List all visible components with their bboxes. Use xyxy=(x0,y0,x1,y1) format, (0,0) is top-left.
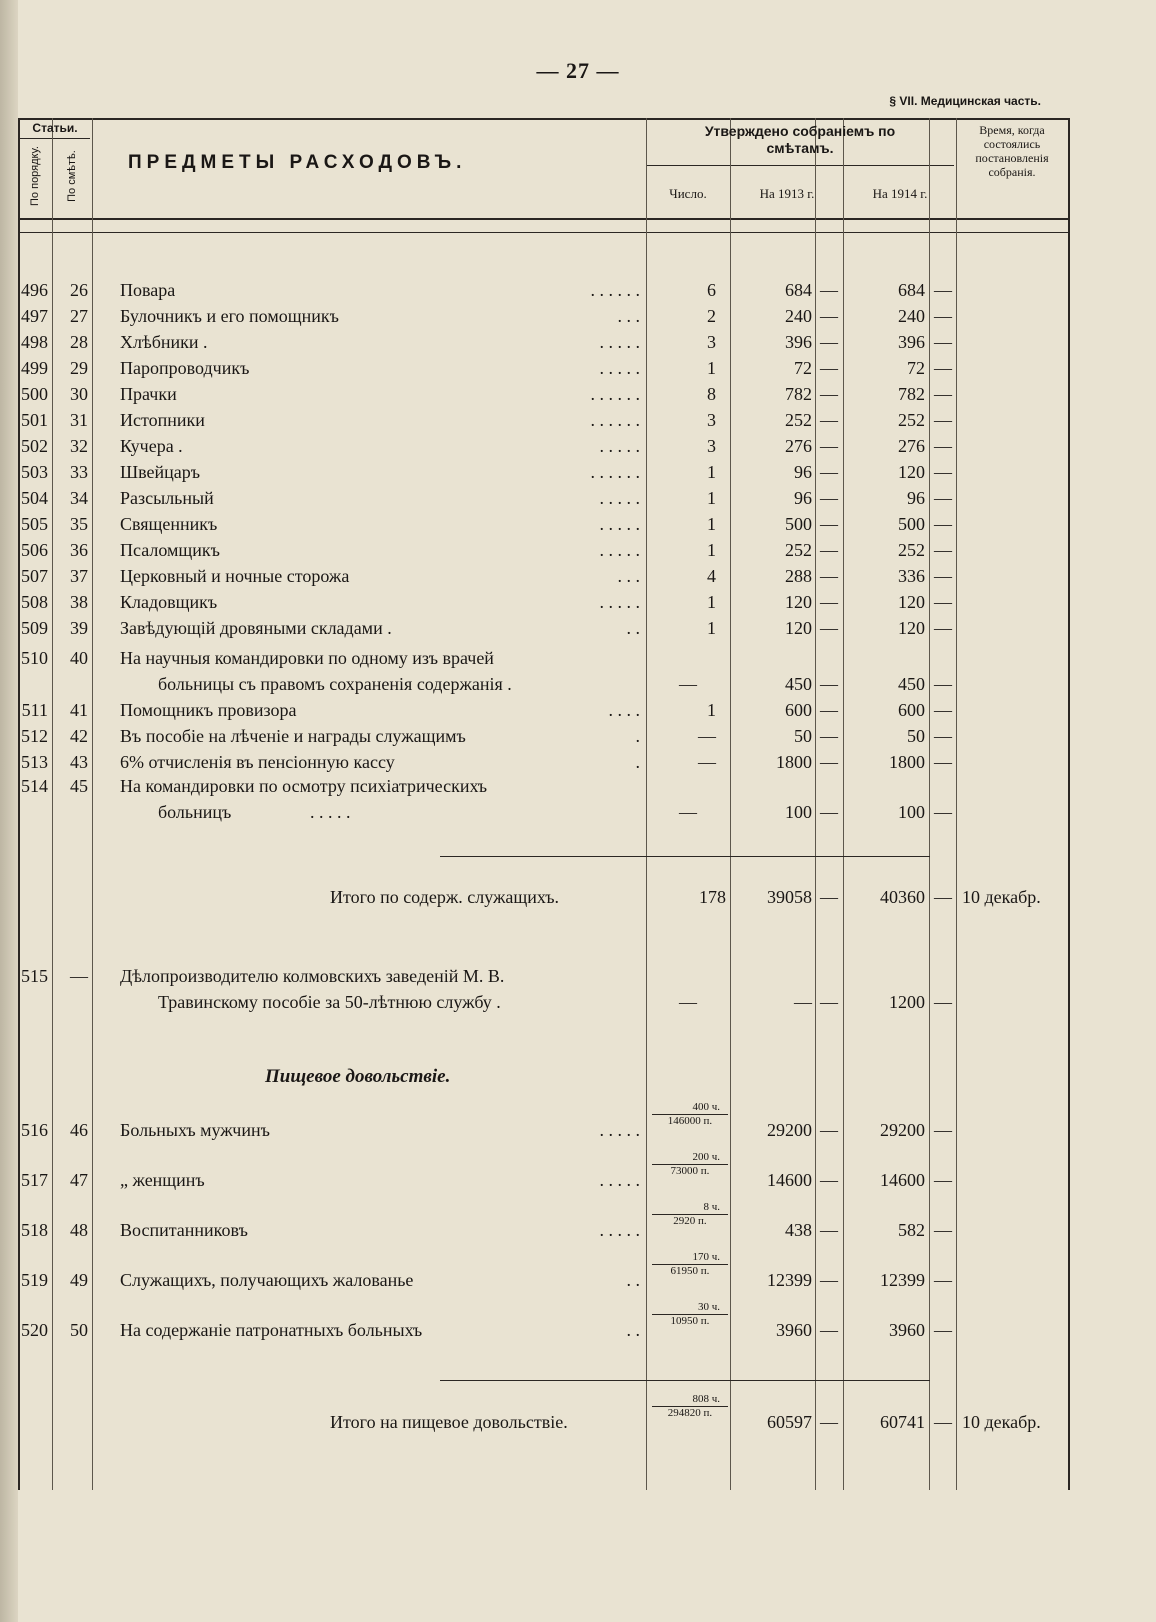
expense-label: 6% отчисленія въ пенсіонную кассу xyxy=(120,752,395,772)
kop-1913: — xyxy=(820,992,838,1012)
col-rule-1 xyxy=(52,118,53,1490)
row-number: 502 xyxy=(21,436,48,456)
expense-label: На научныя командировки по одному изъ врачей xyxy=(120,648,494,668)
resolution-date: 10 декабр. xyxy=(962,887,1041,907)
kop-1913: — xyxy=(820,514,838,534)
amount-1914: 582 xyxy=(898,1220,925,1240)
amount-1913: 14600 xyxy=(767,1170,812,1190)
count-cell: 8 xyxy=(707,384,716,404)
expense-label-cont: Травинскому пособіе за 50-лѣтнюю службу . xyxy=(158,992,501,1012)
row-number: 512 xyxy=(21,726,48,746)
expense-label: Служащихъ, получающихъ жалованье xyxy=(120,1270,414,1290)
expense-label: „ женщинъ xyxy=(120,1170,205,1190)
amount-1914: 3960 xyxy=(889,1320,925,1340)
kop-1913: — xyxy=(820,674,838,694)
table-top-rule xyxy=(18,118,1070,120)
amount-1914: 450 xyxy=(898,674,925,694)
kop-1913: — xyxy=(820,306,838,326)
header-rule-utverzhdeno xyxy=(646,165,954,166)
kop-1914: — xyxy=(934,618,952,638)
col-rule-6 xyxy=(843,118,844,1490)
kop-1914: — xyxy=(934,802,952,822)
amount-1914: 120 xyxy=(898,618,925,638)
row-number: 511 xyxy=(21,700,48,720)
kop-1914: — xyxy=(934,1220,952,1240)
estimate-number: — xyxy=(70,966,88,986)
kop-1914: — xyxy=(934,992,952,1012)
total-label: Итого на пищевое довольствіе. xyxy=(330,1412,568,1432)
count-cell: 1 xyxy=(707,618,716,638)
amount-1914: 14600 xyxy=(880,1170,925,1190)
count-cell: 1 xyxy=(707,462,716,482)
leader-dots: . . . . . xyxy=(599,488,640,508)
kop-1913: — xyxy=(820,566,838,586)
amount-1914: 100 xyxy=(898,802,925,822)
amount-1913: 500 xyxy=(785,514,812,534)
count-cell: 1 xyxy=(707,514,716,534)
amount-1913: 50 xyxy=(794,726,812,746)
amount-1913: 276 xyxy=(785,436,812,456)
estimate-number: 28 xyxy=(70,332,88,352)
amount-1913: 72 xyxy=(794,358,812,378)
kop-1914: — xyxy=(934,566,952,586)
count-cell: 1 xyxy=(707,358,716,378)
kop-1913: — xyxy=(820,618,838,638)
amount-1914: 120 xyxy=(898,462,925,482)
fraction-bottom: 73000 п. xyxy=(652,1164,728,1178)
fraction-top: 8 ч. xyxy=(703,1201,720,1213)
header-predmety: ПРЕДМЕТЫ РАСХОДОВЪ. xyxy=(128,152,467,173)
header-utverzhdeno: Утверждено собраніемъ по смѣтамъ. xyxy=(704,123,896,156)
expense-label: Церковный и ночные сторожа xyxy=(120,566,350,586)
kop-1913: — xyxy=(820,540,838,560)
ration-fraction xyxy=(652,1301,728,1328)
leader-dots: . . . . . . xyxy=(590,462,640,482)
fraction-top: 400 ч. xyxy=(692,1101,720,1113)
amount-1913: 1800 xyxy=(776,752,812,772)
header-po-smete: По смѣтѣ. xyxy=(66,150,78,202)
amount-1913: 438 xyxy=(785,1220,812,1240)
food-total-rule xyxy=(440,1380,930,1381)
count-cell: 3 xyxy=(707,410,716,430)
subtotal-rule xyxy=(440,856,930,857)
kop-1914: — xyxy=(934,752,952,772)
kop-1914: — xyxy=(934,700,952,720)
leader-dots: . . . . xyxy=(608,700,640,720)
amount-1913: 96 xyxy=(794,488,812,508)
row-number: 516 xyxy=(21,1120,48,1140)
amount-1914: 96 xyxy=(907,488,925,508)
count-cell: 6 xyxy=(707,280,716,300)
fraction-bottom: 294820 п. xyxy=(652,1406,728,1420)
fraction-bottom: 10950 п. xyxy=(652,1314,728,1328)
kop-1914: — xyxy=(934,592,952,612)
amount-1914: 684 xyxy=(898,280,925,300)
expense-label: Швейцаръ xyxy=(120,462,201,482)
total-1914: 40360 xyxy=(880,887,925,907)
count-cell: — xyxy=(679,992,697,1012)
kop-1913: — xyxy=(820,280,838,300)
amount-1913: 252 xyxy=(785,540,812,560)
kop-1914: — xyxy=(934,436,952,456)
expense-label: Воспитанниковъ xyxy=(120,1220,248,1240)
fraction-top: 808 ч. xyxy=(692,1393,720,1405)
kop-1913: — xyxy=(820,384,838,404)
amount-1913: 100 xyxy=(785,802,812,822)
estimate-number: 29 xyxy=(70,358,88,378)
leader-dots: . . . . . . xyxy=(590,410,640,430)
estimate-number: 37 xyxy=(70,566,88,586)
leader-dots: . . . . . xyxy=(599,332,640,352)
estimate-number: 39 xyxy=(70,618,88,638)
expense-label: Истопники xyxy=(120,410,205,430)
header-statii: Статьи. xyxy=(32,121,78,135)
count-cell: — xyxy=(698,726,716,746)
page-edge xyxy=(0,0,18,1622)
leader-dots: . . xyxy=(626,1270,640,1290)
leader-dots: . . . . . xyxy=(599,358,640,378)
amount-1914: 50 xyxy=(907,726,925,746)
kop-1914: — xyxy=(934,410,952,430)
amount-1913: 29200 xyxy=(767,1120,812,1140)
amount-1914: 72 xyxy=(907,358,925,378)
row-number: 497 xyxy=(21,306,48,326)
kop-1913: — xyxy=(820,1170,838,1190)
fraction-bottom: 61950 п. xyxy=(652,1264,728,1278)
expense-label: Булочникъ и его помощникъ xyxy=(120,306,339,326)
estimate-number: 46 xyxy=(70,1120,88,1140)
row-number: 517 xyxy=(21,1170,48,1190)
total-1913: 39058 xyxy=(767,887,812,907)
kop-1913: — xyxy=(820,726,838,746)
section-title: § VII. Медицинская часть. xyxy=(889,94,1041,108)
amount-1914: 252 xyxy=(898,540,925,560)
total-kop-1913: — xyxy=(820,887,838,907)
kop-1913: — xyxy=(820,1270,838,1290)
amount-1913: 252 xyxy=(785,410,812,430)
row-number: 509 xyxy=(21,618,48,638)
row-number: 513 xyxy=(21,752,48,772)
kop-1914: — xyxy=(934,674,952,694)
amount-1913: 3960 xyxy=(776,1320,812,1340)
row-number: 510 xyxy=(21,648,48,668)
amount-1914: 120 xyxy=(898,592,925,612)
expense-label: Дѣлопроизводителю колмовскихъ заведеній М. В. xyxy=(120,966,505,986)
total-1913: 60597 xyxy=(767,1412,812,1432)
kop-1913: — xyxy=(820,410,838,430)
row-number: 514 xyxy=(21,776,48,796)
row-number: 508 xyxy=(21,592,48,612)
row-number: 498 xyxy=(21,332,48,352)
estimate-number: 34 xyxy=(70,488,88,508)
kop-1914: — xyxy=(934,488,952,508)
header-bottom-rule xyxy=(18,218,1070,220)
header-po-poryadku: По порядку. xyxy=(29,146,41,206)
row-number: 519 xyxy=(21,1270,48,1290)
kop-1913: — xyxy=(820,700,838,720)
amount-1914: 1800 xyxy=(889,752,925,772)
kop-1913: — xyxy=(820,1220,838,1240)
fraction-bottom: 146000 п. xyxy=(652,1114,728,1128)
amount-1914: 396 xyxy=(898,332,925,352)
amount-1913: 12399 xyxy=(767,1270,812,1290)
expense-label: Священникъ xyxy=(120,514,218,534)
kop-1913: — xyxy=(820,752,838,772)
amount-1913: 684 xyxy=(785,280,812,300)
leader-dots: . . . . . xyxy=(599,1120,640,1140)
count-cell: 1 xyxy=(707,700,716,720)
leader-dots: . . . . . xyxy=(310,802,351,822)
total-count: 178 xyxy=(699,887,726,907)
estimate-number: 31 xyxy=(70,410,88,430)
amount-1914: 276 xyxy=(898,436,925,456)
kop-1913: — xyxy=(820,802,838,822)
estimate-number: 35 xyxy=(70,514,88,534)
row-number: 506 xyxy=(21,540,48,560)
count-cell: — xyxy=(698,752,716,772)
estimate-number: 50 xyxy=(70,1320,88,1340)
header-na-1914: На 1914 г. xyxy=(872,186,928,201)
row-number: 518 xyxy=(21,1220,48,1240)
ration-fraction xyxy=(652,1151,728,1178)
subheading: Пищевое довольствіе. xyxy=(265,1066,451,1087)
leader-dots: . . . . . xyxy=(599,1220,640,1240)
expense-label: Завѣдующій дровяными складами . xyxy=(120,618,392,638)
expense-label: Въ пособіе на лѣченіе и награды служащимъ xyxy=(120,726,466,746)
kop-1913: — xyxy=(820,1120,838,1140)
kop-1913: — xyxy=(820,592,838,612)
kop-1914: — xyxy=(934,1270,952,1290)
amount-1913: — xyxy=(794,992,812,1012)
col-rule-right xyxy=(1068,118,1070,1490)
amount-1913: 600 xyxy=(785,700,812,720)
amount-1913: 120 xyxy=(785,592,812,612)
amount-1914: 252 xyxy=(898,410,925,430)
total-fraction xyxy=(652,1393,728,1420)
leader-dots: . . xyxy=(626,618,640,638)
count-cell: — xyxy=(679,674,697,694)
amount-1913: 782 xyxy=(785,384,812,404)
ration-fraction xyxy=(652,1251,728,1278)
row-number: 499 xyxy=(21,358,48,378)
leader-dots: . xyxy=(635,752,640,772)
count-cell: 3 xyxy=(707,332,716,352)
total-kop-1914: — xyxy=(934,1412,952,1432)
estimate-number: 48 xyxy=(70,1220,88,1240)
expense-label: Повара xyxy=(120,280,176,300)
fraction-top: 200 ч. xyxy=(692,1151,720,1163)
col-rule-4 xyxy=(730,118,731,1490)
fraction-top: 170 ч. xyxy=(692,1251,720,1263)
expense-label: Хлѣбники . xyxy=(120,332,208,352)
estimate-number: 27 xyxy=(70,306,88,326)
count-cell: 1 xyxy=(707,540,716,560)
amount-1914: 29200 xyxy=(880,1120,925,1140)
estimate-number: 43 xyxy=(70,752,88,772)
row-number: 507 xyxy=(21,566,48,586)
estimate-number: 41 xyxy=(70,700,88,720)
leader-dots: . . . . . xyxy=(599,592,640,612)
row-number: 515 xyxy=(21,966,48,986)
fraction-bottom: 2920 п. xyxy=(652,1214,728,1228)
kop-1913: — xyxy=(820,358,838,378)
kop-1914: — xyxy=(934,540,952,560)
header-na-1913: На 1913 г. xyxy=(759,186,815,201)
row-number: 501 xyxy=(21,410,48,430)
row-number: 496 xyxy=(21,280,48,300)
estimate-number: 38 xyxy=(70,592,88,612)
kop-1914: — xyxy=(934,280,952,300)
fraction-top: 30 ч. xyxy=(697,1301,720,1313)
amount-1913: 450 xyxy=(785,674,812,694)
count-cell: 4 xyxy=(707,566,716,586)
estimate-number: 26 xyxy=(70,280,88,300)
count-cell: 1 xyxy=(707,592,716,612)
expense-label-cont: больницъ xyxy=(158,802,232,822)
row-number: 504 xyxy=(21,488,48,508)
total-label: Итого по содерж. служащихъ. xyxy=(330,887,560,907)
leader-dots: . . . . . xyxy=(599,540,640,560)
page-number: — 27 — xyxy=(536,58,620,83)
kop-1914: — xyxy=(934,726,952,746)
leader-dots: . . . . . xyxy=(599,436,640,456)
kop-1913: — xyxy=(820,332,838,352)
amount-1913: 240 xyxy=(785,306,812,326)
estimate-number: 42 xyxy=(70,726,88,746)
amount-1914: 336 xyxy=(898,566,925,586)
header-vremya: Время, когда состоялись постановленія собранія. xyxy=(975,123,1049,179)
expense-label: На командировки по осмотру психіатрическихъ xyxy=(120,776,488,796)
row-number: 500 xyxy=(21,384,48,404)
leader-dots: . . . xyxy=(617,566,640,586)
header-rule-bottom-inner xyxy=(18,232,1070,233)
expense-label: Больныхъ мужчинъ xyxy=(120,1120,270,1140)
leader-dots: . . . . . . xyxy=(590,384,640,404)
expense-label: Кладовщикъ xyxy=(120,592,218,612)
amount-1913: 120 xyxy=(785,618,812,638)
kop-1913: — xyxy=(820,1320,838,1340)
estimate-number: 49 xyxy=(70,1270,88,1290)
estimate-number: 47 xyxy=(70,1170,88,1190)
kop-1914: — xyxy=(934,1120,952,1140)
leader-dots: . . . . . xyxy=(599,1170,640,1190)
leader-dots: . . xyxy=(626,1320,640,1340)
leader-dots: . . . xyxy=(617,306,640,326)
expense-label: Разсыльный xyxy=(120,488,214,508)
kop-1914: — xyxy=(934,462,952,482)
kop-1913: — xyxy=(820,488,838,508)
kop-1914: — xyxy=(934,358,952,378)
expense-label: Кучера . xyxy=(120,436,183,456)
row-number: 503 xyxy=(21,462,48,482)
amount-1914: 600 xyxy=(898,700,925,720)
expense-label: На содержаніе патронатныхъ больныхъ xyxy=(120,1320,423,1340)
amount-1914: 240 xyxy=(898,306,925,326)
total-1914: 60741 xyxy=(880,1412,925,1432)
leader-dots: . . . . . xyxy=(599,514,640,534)
leader-dots: . xyxy=(635,726,640,746)
kop-1913: — xyxy=(820,462,838,482)
amount-1914: 1200 xyxy=(889,992,925,1012)
estimate-number: 45 xyxy=(70,776,88,796)
count-cell: 1 xyxy=(707,488,716,508)
amount-1913: 396 xyxy=(785,332,812,352)
estimate-number: 30 xyxy=(70,384,88,404)
count-cell: — xyxy=(679,802,697,822)
kop-1914: — xyxy=(934,1170,952,1190)
estimate-number: 32 xyxy=(70,436,88,456)
amount-1914: 12399 xyxy=(880,1270,925,1290)
kop-1914: — xyxy=(934,332,952,352)
ration-fraction xyxy=(652,1201,728,1228)
expense-label: Прачки xyxy=(120,384,177,404)
expense-label: Псаломщикъ xyxy=(120,540,220,560)
row-number: 520 xyxy=(21,1320,48,1340)
estimate-number: 33 xyxy=(70,462,88,482)
kop-1914: — xyxy=(934,514,952,534)
col-rule-2 xyxy=(92,118,93,1490)
header-chislo: Число. xyxy=(669,186,707,201)
resolution-date: 10 декабр. xyxy=(962,1412,1041,1432)
count-cell: 3 xyxy=(707,436,716,456)
expense-label: Паропроводчикъ xyxy=(120,358,250,378)
total-kop-1914: — xyxy=(934,887,952,907)
estimate-number: 40 xyxy=(70,648,88,668)
amount-1913: 288 xyxy=(785,566,812,586)
count-cell: 2 xyxy=(707,306,716,326)
leader-dots: . . . . . . xyxy=(590,280,640,300)
total-kop-1913: — xyxy=(820,1412,838,1432)
row-number: 505 xyxy=(21,514,48,534)
kop-1914: — xyxy=(934,306,952,326)
expense-label-cont: больницы съ правомъ сохраненія содержанія . xyxy=(158,674,512,694)
ration-fraction xyxy=(652,1101,728,1128)
col-rule-3 xyxy=(646,118,647,1490)
expense-label: Помощникъ провизора xyxy=(120,700,297,720)
kop-1913: — xyxy=(820,436,838,456)
amount-1914: 782 xyxy=(898,384,925,404)
kop-1914: — xyxy=(934,384,952,404)
estimate-number: 36 xyxy=(70,540,88,560)
kop-1914: — xyxy=(934,1320,952,1340)
amount-1913: 96 xyxy=(794,462,812,482)
amount-1914: 500 xyxy=(898,514,925,534)
